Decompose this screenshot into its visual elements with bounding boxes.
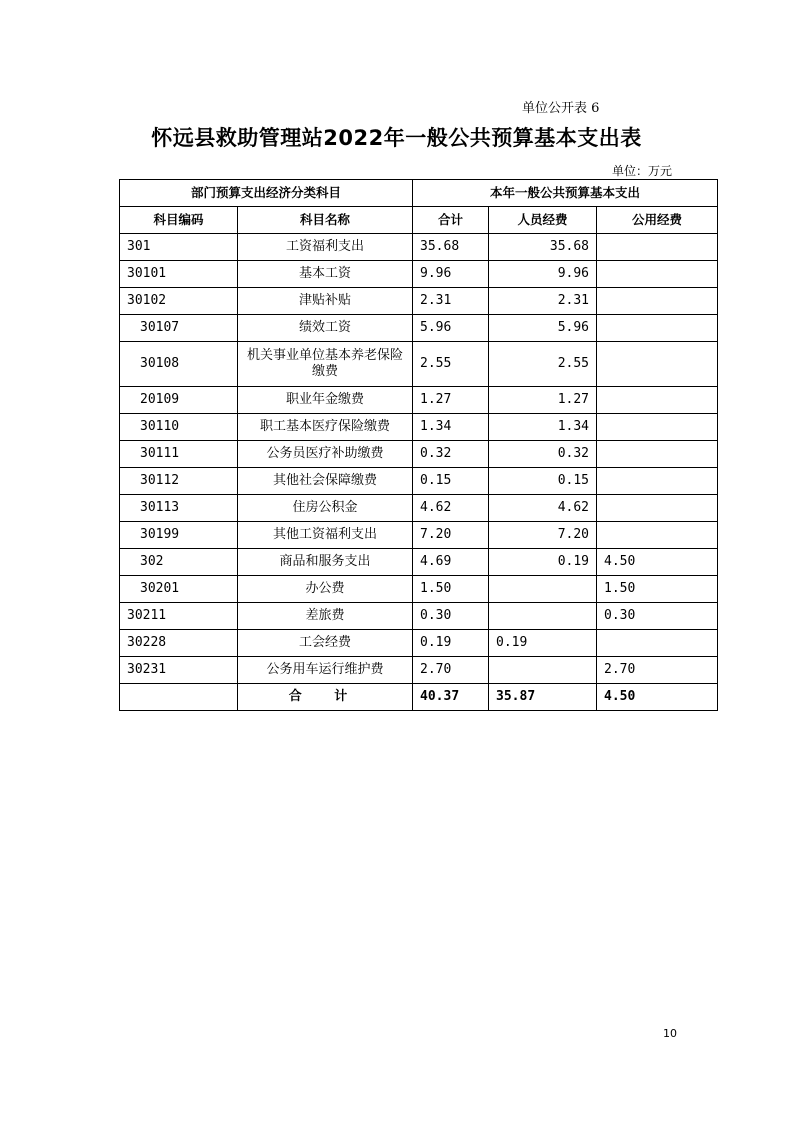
total-empty-cell	[120, 684, 238, 711]
row-name: 绩效工资	[238, 315, 413, 342]
table-row	[120, 315, 718, 342]
row-code: 30102	[120, 288, 238, 315]
row-personnel: 2.31	[489, 288, 597, 315]
row-name: 机关事业单位基本养老保险缴费	[238, 342, 413, 387]
total-row	[120, 684, 718, 711]
header-group-left: 部门预算支出经济分类科目	[120, 180, 413, 207]
header-public: 公用经费	[597, 207, 718, 234]
row-public	[597, 261, 718, 288]
row-code: 302	[120, 549, 238, 576]
row-public	[597, 441, 718, 468]
row-code: 30110	[120, 414, 238, 441]
row-personnel: 35.68	[489, 234, 597, 261]
row-code: 30113	[120, 495, 238, 522]
row-name: 公务员医疗补助缴费	[238, 441, 413, 468]
row-total: 9.96	[413, 261, 489, 288]
row-total: 0.30	[413, 603, 489, 630]
header-name: 科目名称	[238, 207, 413, 234]
row-public: 2.70	[597, 657, 718, 684]
row-total: 0.32	[413, 441, 489, 468]
row-code: 20109	[120, 387, 238, 414]
row-name: 基本工资	[238, 261, 413, 288]
row-name: 职工基本医疗保险缴费	[238, 414, 413, 441]
form-number: 单位公开表 6	[522, 101, 600, 116]
row-personnel	[489, 576, 597, 603]
row-personnel: 0.19	[489, 630, 597, 657]
row-code: 30112	[120, 468, 238, 495]
total-label: 合 计	[238, 684, 413, 711]
header-code: 科目编码	[120, 207, 238, 234]
row-total: 4.69	[413, 549, 489, 576]
header-group-row	[120, 180, 718, 207]
row-public	[597, 234, 718, 261]
row-public	[597, 387, 718, 414]
unit-label: 单位：万元	[612, 164, 673, 178]
row-name: 住房公积金	[238, 495, 413, 522]
row-name: 津贴补贴	[238, 288, 413, 315]
row-personnel	[489, 657, 597, 684]
row-personnel: 0.15	[489, 468, 597, 495]
table-row	[120, 261, 718, 288]
row-total: 4.62	[413, 495, 489, 522]
table-row	[120, 630, 718, 657]
row-code: 30201	[120, 576, 238, 603]
header-personnel: 人员经费	[489, 207, 597, 234]
table-row	[120, 288, 718, 315]
row-name: 其他工资福利支出	[238, 522, 413, 549]
table-row	[120, 576, 718, 603]
row-total: 35.68	[413, 234, 489, 261]
row-total: 1.27	[413, 387, 489, 414]
page-title: 怀远县救助管理站2022年一般公共预算基本支出表	[151, 126, 642, 150]
header-group-right: 本年一般公共预算基本支出	[413, 180, 718, 207]
row-name: 差旅费	[238, 603, 413, 630]
row-personnel: 9.96	[489, 261, 597, 288]
row-personnel: 1.27	[489, 387, 597, 414]
row-personnel: 0.19	[489, 549, 597, 576]
header-total: 合计	[413, 207, 489, 234]
total-public: 4.50	[597, 684, 718, 711]
row-personnel: 2.55	[489, 342, 597, 387]
row-code: 301	[120, 234, 238, 261]
row-total: 5.96	[413, 315, 489, 342]
page-number: 10	[663, 1027, 677, 1040]
row-total: 1.34	[413, 414, 489, 441]
row-personnel: 5.96	[489, 315, 597, 342]
table-row	[120, 387, 718, 414]
row-public	[597, 342, 718, 387]
row-public	[597, 315, 718, 342]
row-personnel	[489, 603, 597, 630]
row-personnel: 1.34	[489, 414, 597, 441]
row-name: 商品和服务支出	[238, 549, 413, 576]
row-total: 2.55	[413, 342, 489, 387]
table-row	[120, 234, 718, 261]
row-public	[597, 630, 718, 657]
table-row	[120, 495, 718, 522]
row-total: 0.15	[413, 468, 489, 495]
row-name: 公务用车运行维护费	[238, 657, 413, 684]
row-name: 工资福利支出	[238, 234, 413, 261]
table-row	[120, 414, 718, 441]
row-public	[597, 288, 718, 315]
row-public: 4.50	[597, 549, 718, 576]
table-row	[120, 603, 718, 630]
row-code: 30107	[120, 315, 238, 342]
row-total: 2.31	[413, 288, 489, 315]
budget-table	[119, 179, 718, 711]
row-code: 30101	[120, 261, 238, 288]
row-code: 30228	[120, 630, 238, 657]
table-row	[120, 468, 718, 495]
row-name: 职业年金缴费	[238, 387, 413, 414]
row-public	[597, 414, 718, 441]
header-column-row	[120, 207, 718, 234]
row-total: 0.19	[413, 630, 489, 657]
table-row	[120, 657, 718, 684]
row-name: 办公费	[238, 576, 413, 603]
row-public: 1.50	[597, 576, 718, 603]
row-public	[597, 522, 718, 549]
row-code: 30231	[120, 657, 238, 684]
table-row	[120, 342, 718, 387]
row-personnel: 7.20	[489, 522, 597, 549]
row-name: 工会经费	[238, 630, 413, 657]
total-personnel: 35.87	[489, 684, 597, 711]
row-total: 7.20	[413, 522, 489, 549]
row-public: 0.30	[597, 603, 718, 630]
row-code: 30211	[120, 603, 238, 630]
row-name: 其他社会保障缴费	[238, 468, 413, 495]
row-public	[597, 495, 718, 522]
table-row	[120, 441, 718, 468]
row-personnel: 4.62	[489, 495, 597, 522]
row-code: 30199	[120, 522, 238, 549]
table-row	[120, 522, 718, 549]
row-personnel: 0.32	[489, 441, 597, 468]
row-total: 1.50	[413, 576, 489, 603]
table-row	[120, 549, 718, 576]
row-code: 30111	[120, 441, 238, 468]
total-sum: 40.37	[413, 684, 489, 711]
row-public	[597, 468, 718, 495]
row-code: 30108	[120, 342, 238, 387]
row-total: 2.70	[413, 657, 489, 684]
